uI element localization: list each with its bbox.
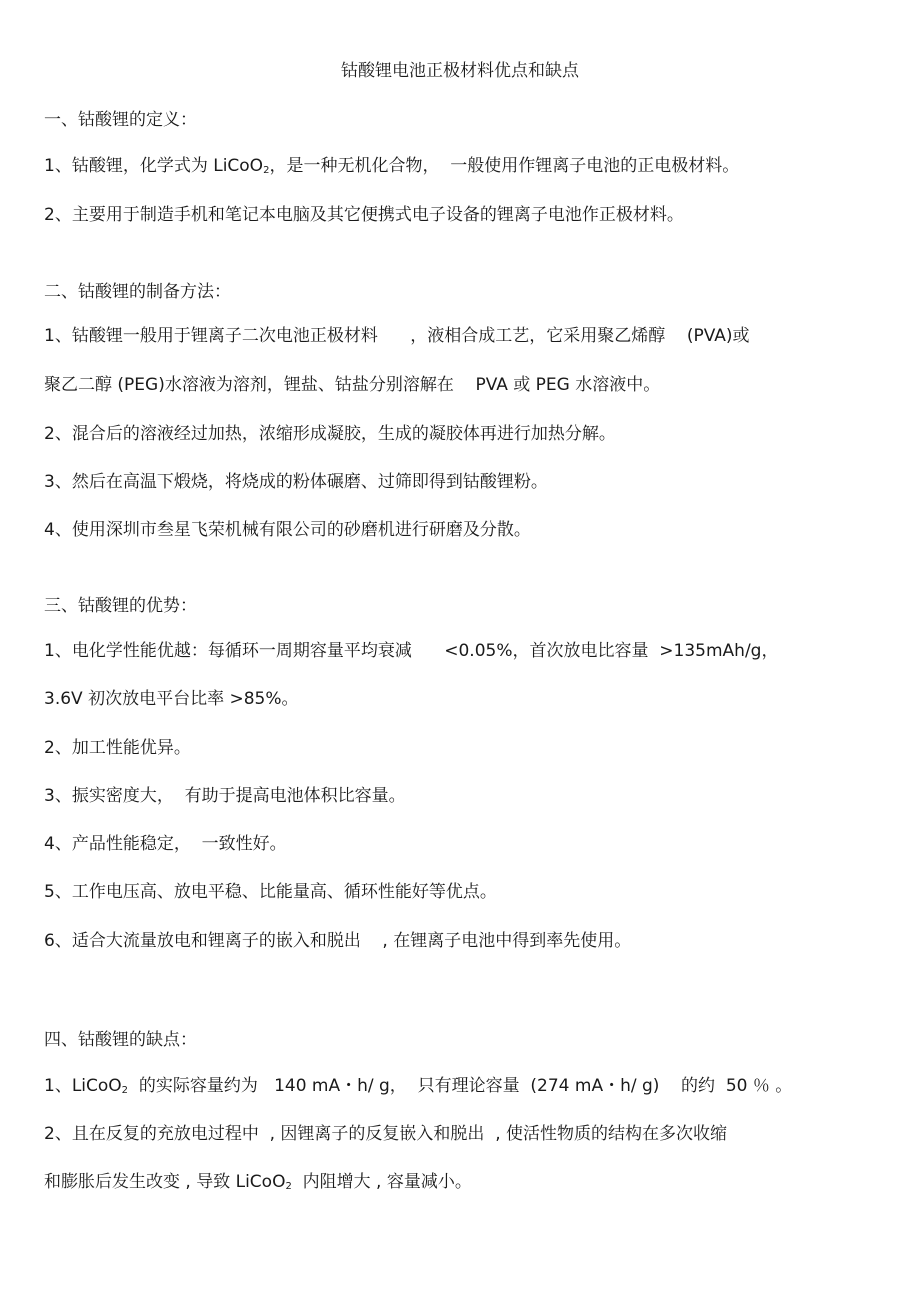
paragraph-disadvantages-2a: 2、且在反复的充放电过程中 , 因锂离子的反复嵌入和脱出 , 使活性物质的结构在多次收缩 <box>44 1124 728 1144</box>
text-run: ，是一种无机化合物， 一般使用作锂离子电池的正电极材料。 <box>269 156 740 176</box>
paragraph-definition-2: 2、主要用于制造手机和笔记本电脑及其它便携式电子设备的锂离子电池作正极材料。 <box>44 205 684 225</box>
document-title: 钴酸锂电池正极材料优点和缺点 <box>341 61 579 81</box>
section-heading-advantages: 三、钴酸锂的优势： <box>44 596 197 616</box>
paragraph-advantages-4: 4、产品性能稳定， 一致性好。 <box>44 834 287 854</box>
text-run: 的实际容量约为 140 mA・h/ g， 只有理论容量 (274 mA・h/ g) 的约 50 ％ 。 <box>128 1076 793 1096</box>
paragraph-advantages-1b: 3.6V 初次放电平台比率 >85%。 <box>44 689 299 709</box>
paragraph-definition-1 <box>44 153 739 184</box>
text-run: 内阻增大 , 容量减小。 <box>291 1172 472 1192</box>
paragraph-preparation-1a: 1、钴酸锂一般用于锂离子二次电池正极材料 ，液相合成工艺，它采用聚乙烯醇 (PVA)或 <box>44 326 750 346</box>
paragraph-preparation-1b: 聚乙二醇 (PEG)水溶液为溶剂，锂盐、钴盐分别溶解在 PVA 或 PEG 水溶液中。 <box>44 375 661 395</box>
section-heading-preparation: 二、钴酸锂的制备方法： <box>44 282 231 302</box>
paragraph-advantages-6: 6、适合大流量放电和锂离子的嵌入和脱出 , 在锂离子电池中得到率先使用。 <box>44 931 632 951</box>
paragraph-disadvantages-2b <box>44 1169 472 1200</box>
section-heading-disadvantages: 四、钴酸锂的缺点： <box>44 1030 197 1050</box>
subscript: 2 <box>285 1181 292 1192</box>
paragraph-disadvantages-1 <box>44 1073 792 1104</box>
text-run: 1、LiCoO <box>44 1076 122 1096</box>
paragraph-advantages-5: 5、工作电压高、放电平稳、比能量高、循环性能好等优点。 <box>44 882 497 902</box>
paragraph-advantages-1a: 1、电化学性能优越：每循环一周期容量平均衰减 <0.05%，首次放电比容量 >135mAh/g， <box>44 641 779 661</box>
text-run: 1、钴酸锂，化学式为 LiCoO <box>44 156 264 176</box>
text-run: 和膨胀后发生改变 , 导致 LiCoO <box>44 1172 286 1192</box>
paragraph-advantages-3: 3、振实密度大， 有助于提高电池体积比容量。 <box>44 786 406 806</box>
paragraph-preparation-3: 3、然后在高温下煅烧，将烧成的粉体碾磨、过筛即得到钴酸锂粉。 <box>44 472 548 492</box>
paragraph-advantages-2: 2、加工性能优异。 <box>44 738 191 758</box>
section-heading-definition: 一、钴酸锂的定义： <box>44 110 197 130</box>
paragraph-preparation-2: 2、混合后的溶液经过加热，浓缩形成凝胶，生成的凝胶体再进行加热分解。 <box>44 424 616 444</box>
subscript: 2 <box>263 165 270 176</box>
subscript: 2 <box>121 1085 129 1096</box>
paragraph-preparation-4: 4、使用深圳市叁星飞荣机械有限公司的砂磨机进行研磨及分散。 <box>44 520 531 540</box>
